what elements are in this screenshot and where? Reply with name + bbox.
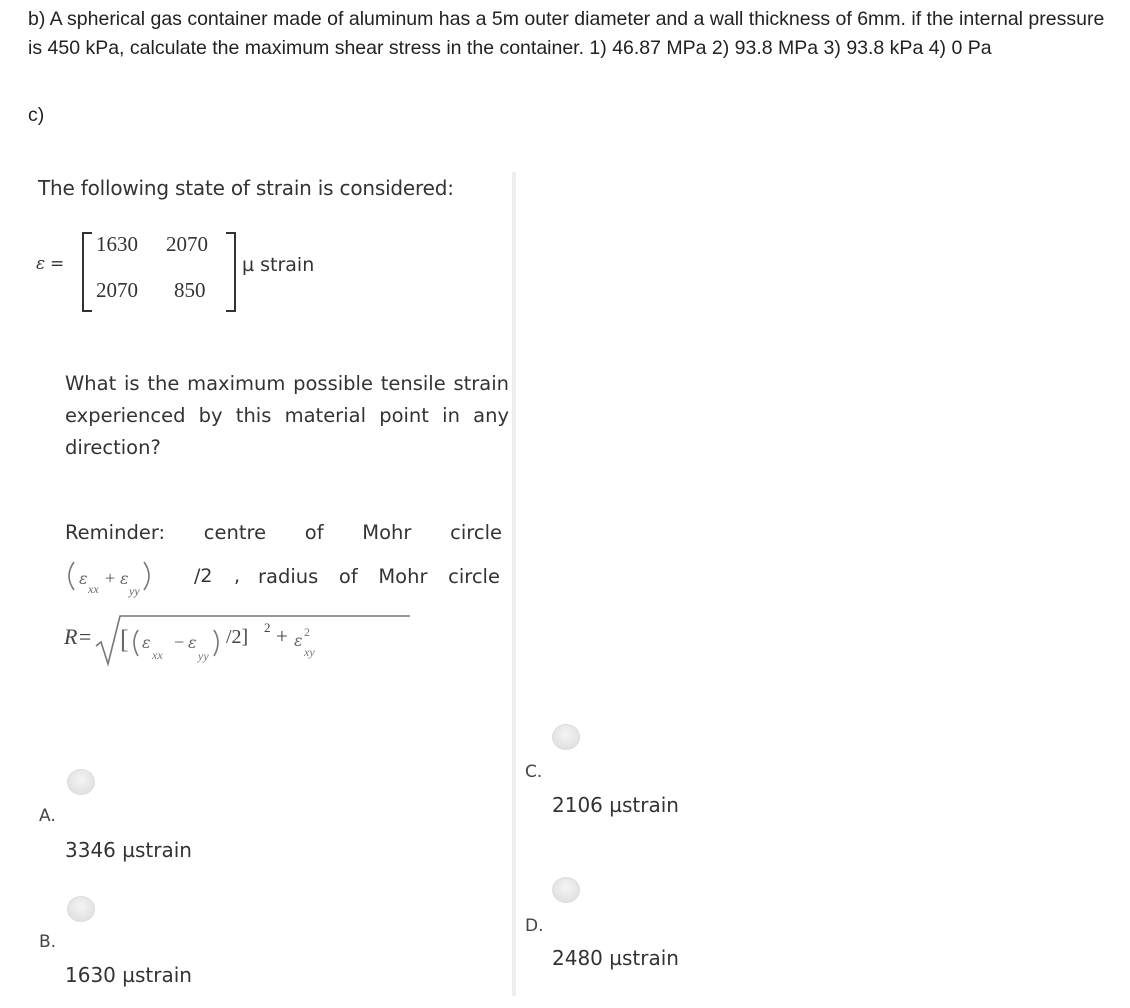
radius-exponent: 2 — [264, 620, 271, 635]
svg-text:2: 2 — [304, 625, 310, 639]
question-b-text: b) A spherical gas container made of aluminum has a 5m outer diameter and a wall thickness of 6mm. if the internal pressure is 450 kPa, calculate the maximum shear stress in the container. 1) 46.87 MPa 2) 93.8 MPa 3) 93.8 kPa 4) 0 Pa — [28, 8, 1105, 59]
centre-formula-graphic — [62, 556, 262, 602]
option-b-text[interactable]: 1630 µstrain — [65, 963, 192, 987]
option-b-radio[interactable] — [67, 896, 95, 922]
option-c-radio[interactable] — [552, 724, 580, 750]
radius-lhs: R= — [64, 624, 93, 649]
reminder-word: of — [304, 521, 324, 544]
panel-edge — [512, 172, 516, 996]
option-a-radio[interactable] — [67, 769, 95, 795]
option-a-letter: A. — [39, 806, 56, 826]
question-c-label: c) — [28, 104, 45, 126]
svg-text:ε: ε — [188, 633, 197, 652]
equals-sign: = — [50, 254, 65, 274]
reminder-word: centre — [203, 521, 267, 544]
option-d-radio[interactable] — [552, 877, 580, 903]
svg-text:+: + — [105, 568, 116, 588]
reminder-word: Reminder: — [65, 521, 166, 544]
reminder-word: circle — [450, 521, 502, 544]
radius-formula — [64, 612, 404, 672]
matrix-cell-21: 2070 — [96, 278, 138, 302]
right-bracket — [226, 232, 236, 312]
option-d-text[interactable]: 2480 µstrain — [552, 946, 679, 970]
radius-word: of — [338, 565, 358, 588]
reminder-line — [65, 521, 502, 544]
svg-text:ε: ε — [120, 569, 129, 588]
radius-label — [258, 565, 500, 588]
option-c-text[interactable]: 2106 µstrain — [552, 793, 679, 817]
option-a-text[interactable]: 3346 µstrain — [65, 838, 192, 862]
radius-word: Mohr — [378, 565, 428, 588]
radius-plus: + — [276, 624, 288, 648]
option-d-letter: D. — [525, 916, 544, 936]
option-b-letter: B. — [39, 932, 57, 952]
radius-word: circle — [448, 565, 500, 588]
matrix-cell-12: 2070 — [166, 232, 208, 256]
option-c-letter: C. — [525, 762, 543, 782]
strain-intro: The following state of strain is considered: — [38, 176, 454, 200]
svg-text:[: [ — [120, 625, 129, 654]
svg-text:xx: xx — [88, 582, 99, 596]
reminder-word: Mohr — [362, 521, 412, 544]
shear-strain-term — [290, 612, 350, 672]
formula-separator: , — [234, 565, 241, 587]
centre-formula-line — [62, 556, 504, 602]
radius-sqrt-graphic — [90, 612, 420, 672]
matrix-cell-22: 850 — [174, 278, 206, 302]
radius-divisor: /2] — [226, 626, 249, 648]
svg-text:ε: ε — [79, 569, 88, 588]
epsilon-symbol: ε — [36, 254, 46, 274]
left-bracket — [82, 232, 92, 312]
svg-text:ε: ε — [294, 631, 303, 650]
question-prompt: What is the maximum possible tensile strain experienced by this material point in any direction? — [65, 372, 509, 459]
matrix-cell-11: 1630 — [96, 232, 138, 256]
svg-text:xx: xx — [152, 648, 163, 662]
svg-text:yy: yy — [129, 584, 140, 598]
centre-formula-divisor: /2 — [194, 565, 213, 587]
svg-text:xy: xy — [304, 645, 315, 659]
radius-word: radius — [258, 565, 319, 588]
svg-text:−: − — [174, 632, 185, 652]
svg-text:yy: yy — [198, 649, 209, 663]
matrix-unit: µ strain — [242, 254, 315, 276]
strain-matrix — [36, 226, 336, 316]
svg-text:ε: ε — [142, 633, 151, 652]
